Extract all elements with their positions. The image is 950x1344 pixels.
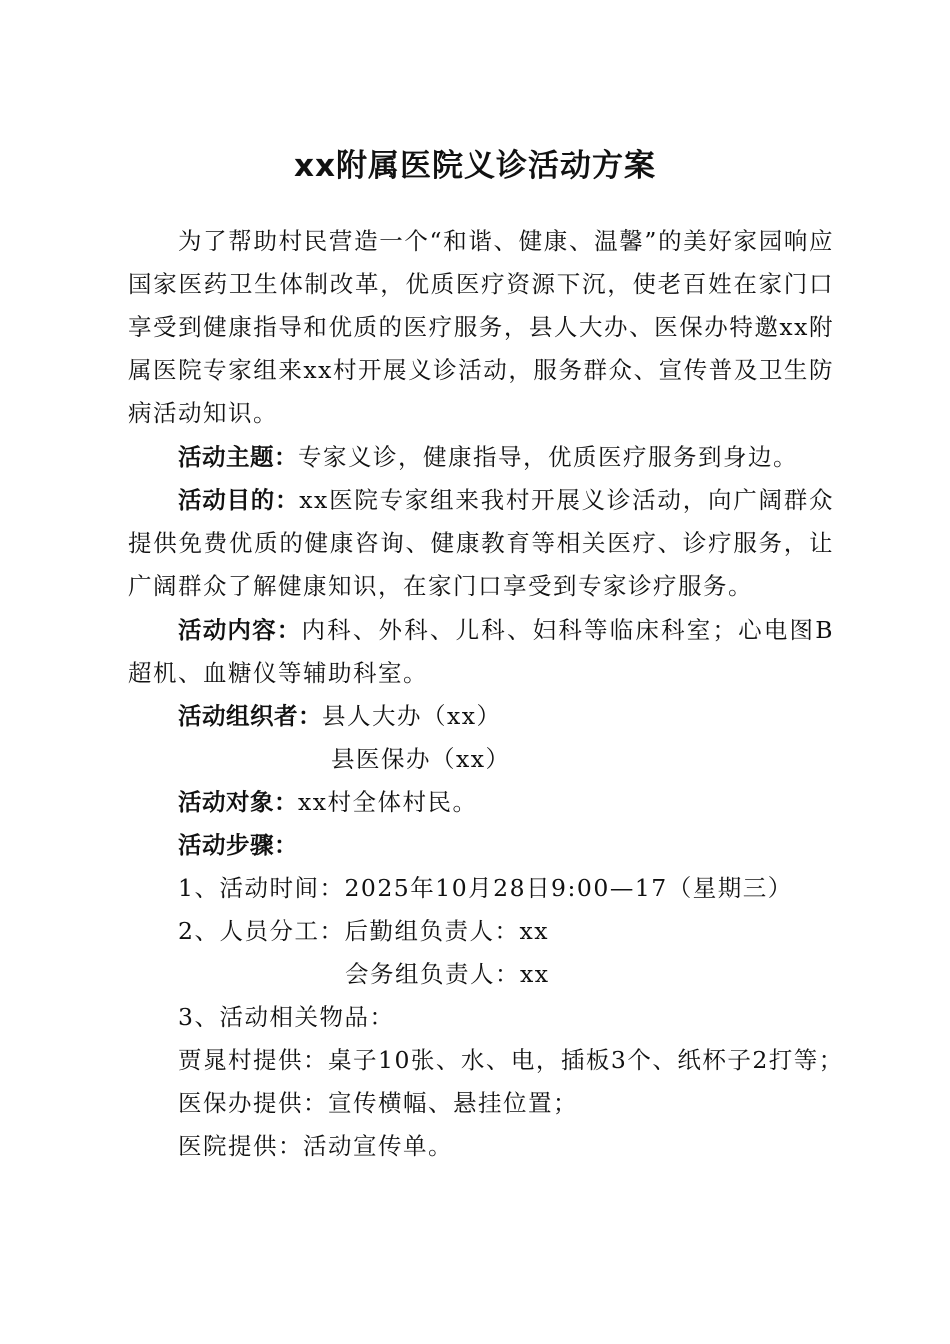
organizer-line	[178, 695, 502, 738]
purpose-paragraph	[128, 479, 834, 608]
target-label: 活动对象：	[178, 788, 298, 816]
step-1: 1、活动时间：2025年10月28日9:00—17（星期三）	[178, 874, 793, 902]
supply-item-2: 医保办提供：宣传横幅、悬挂位置；	[178, 1089, 578, 1117]
target-text: xx村全体村民。	[298, 788, 478, 816]
supply-item-3: 医院提供：活动宣传单。	[178, 1132, 453, 1160]
supply-item-1: 贾晁村提供：桌子10张、水、电，插板3个、纸杯子2打等；	[178, 1046, 844, 1074]
intro-paragraph: 为了帮助村民营造一个“和谐、健康、温馨”的美好家园响应国家医药卫生体制改革，优质医疗资源下沉，使老百姓在家门口享受到健康指导和优质的医疗服务，县人大办、医保办特邀xx附属医院专家组来xx村开展义诊活动，服务群众、宣传普及卫生防病活动知识。	[128, 227, 834, 427]
target-line	[178, 781, 478, 824]
step-2: 2、人员分工：后勤组负责人：xx	[178, 917, 549, 945]
purpose-text: xx医院专家组来我村开展义诊活动，向广阔群众提供免费优质的健康咨询、健康教育等相关医疗、诊疗服务，让广阔群众了解健康知识，在家门口享受到专家诊疗服务。	[128, 486, 834, 600]
content-paragraph	[128, 609, 834, 695]
steps-label: 活动步骤：	[178, 831, 298, 859]
purpose-label: 活动目的：	[178, 486, 300, 514]
theme-label: 活动主题：	[178, 443, 298, 471]
step-2-secondary: 会务组负责人：xx	[345, 960, 550, 988]
theme-paragraph	[128, 436, 834, 479]
theme-text: 专家义诊，健康指导，优质医疗服务到身边。	[298, 443, 798, 471]
organizer-label: 活动组织者：	[178, 702, 322, 730]
document-title: xx附属医院义诊活动方案	[294, 148, 656, 184]
step-3: 3、活动相关物品：	[178, 1003, 395, 1031]
organizer-1: 县人大办（xx）	[322, 702, 502, 730]
organizer-2: 县医保办（xx）	[331, 745, 511, 773]
content-label: 活动内容：	[178, 616, 302, 644]
content-text: 内科、外科、儿科、妇科等临床科室；心电图B超机、血糖仪等辅助科室。	[128, 616, 834, 687]
